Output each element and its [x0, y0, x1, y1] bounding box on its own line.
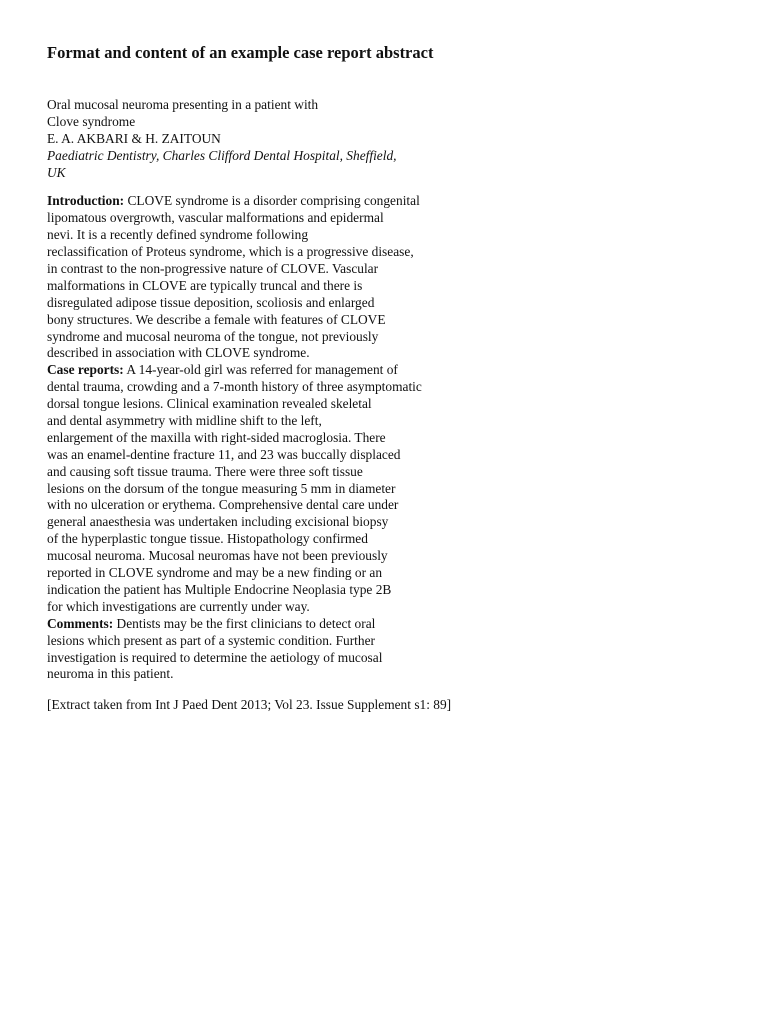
abstract-authors: E. A. AKBARI & H. ZAITOUN — [47, 130, 221, 146]
introduction-line: described in association with CLOVE syndrome. — [47, 345, 310, 361]
case-reports-line: lesions on the dorsum of the tongue measuring 5 mm in diameter — [47, 480, 396, 496]
case-reports-line: reported in CLOVE syndrome and may be a new finding or an — [47, 565, 383, 581]
case-reports-line: of the hyperplastic tongue tissue. Histopathology confirmed — [47, 531, 368, 547]
case-reports-line: enlargement of the maxilla with right-sided macroglosia. There — [47, 429, 386, 445]
introduction-line: syndrome and mucosal neuroma of the tongue, not previously — [47, 328, 379, 344]
comments-line: investigation is required to determine the aetiology of mucosal — [47, 649, 383, 665]
case-reports-section — [47, 362, 727, 615]
case-reports-line: dental trauma, crowding and a 7-month history of three asymptomatic — [47, 379, 422, 395]
introduction-label: Introduction: — [47, 193, 125, 209]
case-reports-line: dorsal tongue lesions. Clinical examination revealed skeletal — [47, 396, 372, 412]
case-reports-line: indication the patient has Multiple Endocrine Neoplasia type 2B — [47, 581, 392, 597]
comments-line-1: Comments: Dentists may be the first clinicians to detect oral — [47, 615, 376, 631]
abstract-body — [47, 97, 727, 683]
case-reports-line: and dental asymmetry with midline shift to the left, — [47, 413, 322, 429]
comments-line: neuroma in this patient. — [47, 666, 174, 682]
introduction-line-1: Introduction: CLOVE syndrome is a disorder comprising congenital — [47, 193, 420, 209]
case-reports-line: with no ulceration or erythema. Comprehensive dental care under — [47, 497, 399, 513]
introduction-line: lipomatous overgrowth, vascular malformations and epidermal — [47, 210, 384, 226]
introduction-line: in contrast to the non-progressive nature of CLOVE. Vascular — [47, 261, 379, 277]
case-reports-line: for which investigations are currently under way. — [47, 598, 310, 614]
introduction-section — [47, 193, 727, 362]
case-reports-line: and causing soft tissue trauma. There were three soft tissue — [47, 463, 363, 479]
affiliation-line-2: UK — [47, 164, 66, 180]
introduction-line: disregulated adipose tissue deposition, scoliosis and enlarged — [47, 294, 375, 310]
case-reports-line: mucosal neuroma. Mucosal neuromas have not been previously — [47, 548, 388, 564]
page-heading: Format and content of an example case report abstract — [47, 43, 434, 62]
case-reports-line-1: Case reports: A 14-year-old girl was referred for management of — [47, 362, 398, 378]
introduction-line: nevi. It is a recently defined syndrome following — [47, 227, 309, 243]
comments-label: Comments: — [47, 615, 114, 631]
affiliation-line-1: Paediatric Dentistry, Charles Clifford Dental Hospital, Sheffield, — [47, 147, 397, 163]
introduction-line: malformations in CLOVE are typically truncal and there is — [47, 277, 363, 293]
abstract-title-line-1: Oral mucosal neuroma presenting in a patient with — [47, 97, 319, 112]
introduction-line: reclassification of Proteus syndrome, which is a progressive disease, — [47, 244, 414, 260]
case-reports-line: was an enamel-dentine fracture 11, and 23 was buccally displaced — [47, 446, 401, 462]
comments-section — [47, 616, 727, 684]
case-reports-line: general anaesthesia was undertaken including excisional biopsy — [47, 514, 389, 530]
abstract-title-line-2: Clove syndrome — [47, 113, 136, 129]
comments-line: lesions which present as part of a systemic condition. Further — [47, 632, 375, 648]
introduction-line: bony structures. We describe a female with features of CLOVE — [47, 311, 386, 327]
case-reports-label: Case reports: — [47, 362, 124, 378]
citation: [Extract taken from Int J Paed Dent 2013; Vol 23. Issue Supplement s1: 89] — [47, 697, 452, 712]
